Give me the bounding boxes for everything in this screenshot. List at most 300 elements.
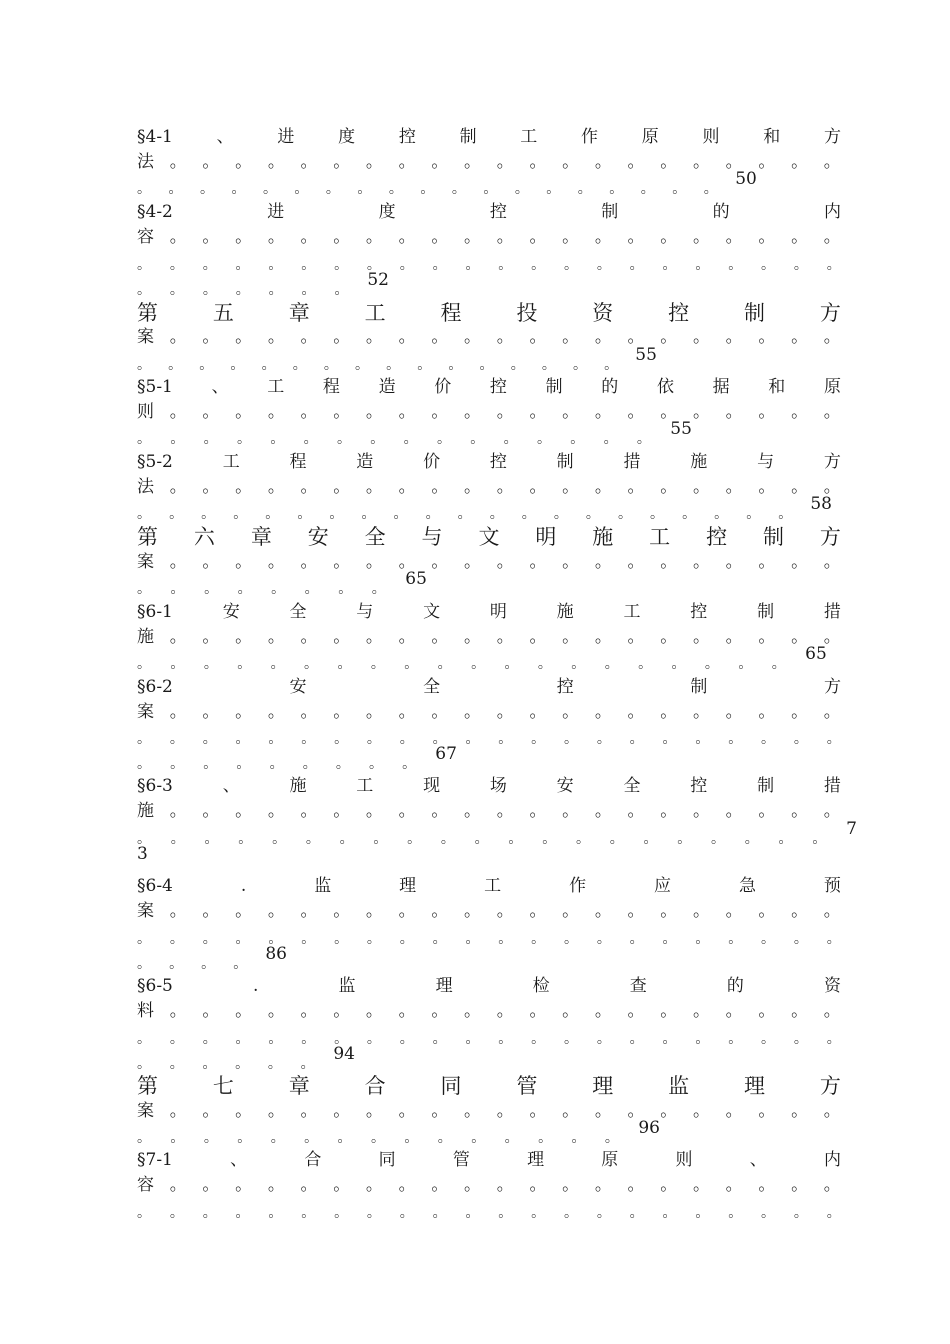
toc-token: 。 <box>366 1205 381 1221</box>
toc-token: 制 <box>757 602 775 622</box>
toc-token: 。 <box>758 327 776 347</box>
toc-token: 。 <box>692 901 710 921</box>
toc-token: 。 <box>562 702 580 722</box>
toc-token: 。 <box>660 1001 678 1021</box>
toc-token: 。 <box>170 756 185 772</box>
toc-token: 合 <box>364 1074 386 1098</box>
toc-token: 。 <box>725 702 743 722</box>
toc-token: 。 <box>235 1205 250 1221</box>
toc-token: 。 <box>457 506 472 522</box>
toc-token: 安 <box>289 677 307 697</box>
toc-line <box>137 524 841 548</box>
page-number: 67 <box>435 744 457 764</box>
toc-token: 。 <box>235 901 253 921</box>
page-number: 65 <box>405 569 427 589</box>
toc-line <box>137 476 841 496</box>
toc-token: 。 <box>563 731 578 747</box>
toc-token: 。 <box>170 831 185 847</box>
toc-token: 。 <box>365 702 383 722</box>
toc-token: 。 <box>202 702 220 722</box>
page-number: 3 <box>137 844 148 864</box>
toc-token: 。 <box>529 627 547 647</box>
toc-token: 。 <box>267 901 285 921</box>
toc-token: 。 <box>431 1175 449 1195</box>
toc-token: 。 <box>504 1130 519 1146</box>
toc-token: 。 <box>270 431 285 447</box>
toc-token: 。 <box>203 756 218 772</box>
toc-token: 。 <box>365 1175 383 1195</box>
toc-token: 。 <box>304 1130 319 1146</box>
toc-token: 。 <box>728 931 743 947</box>
toc-token: 。 <box>440 831 455 847</box>
toc-token: 。 <box>233 956 248 972</box>
toc-token: 。 <box>471 1130 486 1146</box>
toc-token: 。 <box>334 731 349 747</box>
toc-token: 。 <box>267 1001 285 1021</box>
toc-token: 。 <box>169 552 187 572</box>
toc-token: 第 <box>137 525 158 549</box>
toc-token: 。 <box>604 357 619 373</box>
toc-token: 。 <box>301 1031 316 1047</box>
toc-token: 。 <box>268 282 283 298</box>
toc-token: 。 <box>483 181 498 197</box>
toc-token: 。 <box>402 756 417 772</box>
toc-token: 。 <box>470 431 485 447</box>
toc-token: 。 <box>365 402 383 422</box>
toc-token: 。 <box>594 402 612 422</box>
toc-token: 。 <box>826 1205 841 1221</box>
toc-token: 。 <box>333 327 351 347</box>
toc-token: 。 <box>594 901 612 921</box>
toc-token: 。 <box>365 327 383 347</box>
toc-token: 。 <box>498 257 513 273</box>
toc-token: 。 <box>660 152 678 172</box>
toc-token: 。 <box>437 656 452 672</box>
toc-token: 。 <box>640 181 655 197</box>
toc-token: 原 <box>601 1150 619 1170</box>
toc-token: 合 <box>304 1150 322 1170</box>
toc-token: 。 <box>199 357 214 373</box>
toc-token: 。 <box>531 257 546 273</box>
toc-line <box>137 1044 355 1072</box>
toc-line <box>137 900 841 920</box>
toc-token: 制 <box>459 127 477 147</box>
toc-token: 。 <box>431 152 449 172</box>
toc-token: 程 <box>322 377 340 397</box>
toc-token: 。 <box>562 1001 580 1021</box>
toc-token: 。 <box>404 1130 419 1146</box>
toc-token: 容 <box>137 227 154 247</box>
toc-token: 。 <box>529 1175 547 1195</box>
toc-token: 。 <box>420 181 435 197</box>
toc-token: 。 <box>137 431 151 447</box>
toc-token: 。 <box>333 801 351 821</box>
toc-token: 。 <box>562 1101 580 1121</box>
toc-token: 。 <box>672 181 687 197</box>
toc-token: 。 <box>791 402 809 422</box>
toc-token: 。 <box>267 801 285 821</box>
toc-token: 方 <box>823 452 841 472</box>
toc-token: 。 <box>604 1130 619 1146</box>
toc-token: 。 <box>202 257 217 273</box>
toc-token: 。 <box>695 1205 710 1221</box>
toc-token: 。 <box>541 357 556 373</box>
toc-token: 。 <box>366 257 381 273</box>
toc-token: 则 <box>675 1150 693 1170</box>
toc-token: 。 <box>725 1101 743 1121</box>
toc-token: 。 <box>300 702 318 722</box>
toc-line <box>137 726 841 746</box>
toc-token: 。 <box>704 656 719 672</box>
toc-token: 。 <box>333 901 351 921</box>
toc-line <box>137 800 841 820</box>
toc-token: 。 <box>563 257 578 273</box>
toc-token: 。 <box>137 831 151 847</box>
toc-token: 。 <box>529 1001 547 1021</box>
toc-token: 。 <box>617 506 632 522</box>
toc-token: 。 <box>728 1205 743 1221</box>
toc-line <box>137 345 657 373</box>
toc-token: 制 <box>757 776 775 796</box>
toc-token: 。 <box>235 282 250 298</box>
toc-token: 。 <box>529 1101 547 1121</box>
toc-token: 。 <box>300 1175 318 1195</box>
toc-token: 。 <box>365 227 383 247</box>
toc-token: 。 <box>202 931 217 947</box>
toc-token: 容 <box>137 1175 154 1195</box>
toc-token: 。 <box>692 627 710 647</box>
toc-token: 第 <box>137 301 158 325</box>
toc-token: 与 <box>757 452 775 472</box>
toc-token: 。 <box>271 581 286 597</box>
toc-token: 。 <box>531 931 546 947</box>
toc-token: 。 <box>398 901 416 921</box>
toc-token: 。 <box>496 327 514 347</box>
toc-token: 。 <box>791 1101 809 1121</box>
toc-token: 。 <box>137 1056 151 1072</box>
toc-token: 控 <box>690 776 708 796</box>
toc-token: 。 <box>137 257 151 273</box>
toc-token: 。 <box>169 1175 187 1195</box>
toc-token: 。 <box>464 477 482 497</box>
toc-token: 。 <box>627 1101 645 1121</box>
toc-token: 。 <box>498 931 513 947</box>
toc-token: 。 <box>235 552 253 572</box>
toc-token: 。 <box>662 731 677 747</box>
toc-token: 。 <box>596 731 611 747</box>
toc-token: 。 <box>169 282 184 298</box>
toc-line <box>137 744 457 772</box>
toc-token: 。 <box>823 152 841 172</box>
toc-token: 。 <box>629 1031 644 1047</box>
toc-token: 。 <box>334 257 349 273</box>
toc-token: 安 <box>222 602 240 622</box>
toc-token: 制 <box>601 202 619 222</box>
toc-token: 。 <box>791 477 809 497</box>
toc-token: 。 <box>398 552 416 572</box>
toc-token: 。 <box>471 656 486 672</box>
toc-token: 。 <box>627 801 645 821</box>
page-number: 94 <box>333 1044 355 1064</box>
toc-token: 。 <box>398 627 416 647</box>
toc-token: 与 <box>421 525 443 549</box>
toc-token: 。 <box>398 1001 416 1021</box>
toc-token: 。 <box>302 756 317 772</box>
toc-token: 。 <box>496 1101 514 1121</box>
toc-token: 。 <box>596 257 611 273</box>
toc-token: 。 <box>629 731 644 747</box>
toc-token: 。 <box>498 1031 513 1047</box>
toc-line <box>137 401 841 421</box>
toc-token: 。 <box>202 801 220 821</box>
toc-token: 。 <box>692 1175 710 1195</box>
toc-token: 。 <box>431 227 449 247</box>
toc-token: §6-5 <box>137 976 173 996</box>
toc-token: 。 <box>202 327 220 347</box>
toc-token: 。 <box>594 552 612 572</box>
toc-token: 。 <box>531 1205 546 1221</box>
toc-token: 。 <box>823 801 841 821</box>
toc-line <box>137 326 841 346</box>
toc-token: 。 <box>169 627 187 647</box>
toc-token: 施 <box>556 602 574 622</box>
toc-token: 。 <box>269 756 284 772</box>
toc-token: 。 <box>305 831 320 847</box>
toc-token: 。 <box>233 506 248 522</box>
toc-token: 。 <box>662 931 677 947</box>
toc-token: 。 <box>627 901 645 921</box>
toc-token: 资 <box>592 301 614 325</box>
toc-token: 和 <box>763 127 781 147</box>
toc-token: 。 <box>202 627 220 647</box>
toc-token: 与 <box>356 602 374 622</box>
toc-token: 。 <box>333 1175 351 1195</box>
page-number: 50 <box>735 169 757 189</box>
toc-token: 的 <box>712 202 730 222</box>
toc-token: 。 <box>823 627 841 647</box>
toc-token: 工 <box>520 127 538 147</box>
toc-token: 内 <box>824 1150 841 1170</box>
toc-token: 投 <box>516 301 538 325</box>
toc-token: 。 <box>267 1175 285 1195</box>
toc-token: 。 <box>334 931 349 947</box>
toc-token: 。 <box>386 357 401 373</box>
toc-token: 章 <box>250 525 272 549</box>
toc-line <box>137 1000 841 1020</box>
toc-token: 文 <box>423 602 441 622</box>
toc-token: 。 <box>333 1101 351 1121</box>
toc-token: 工 <box>484 876 502 896</box>
toc-token: 。 <box>585 506 600 522</box>
toc-token: 。 <box>398 152 416 172</box>
toc-token: 。 <box>169 506 184 522</box>
toc-token: 。 <box>398 801 416 821</box>
toc-token: 。 <box>498 1205 513 1221</box>
toc-token: 。 <box>137 731 151 747</box>
toc-token: 。 <box>627 327 645 347</box>
toc-token: 。 <box>365 152 383 172</box>
toc-token: 、 <box>211 377 229 397</box>
toc-token: 。 <box>333 1001 351 1021</box>
page-number: 52 <box>367 270 389 290</box>
toc-token: 。 <box>202 1031 217 1047</box>
toc-token: 全 <box>364 525 386 549</box>
toc-line <box>137 1026 841 1046</box>
toc-token: 。 <box>823 901 841 921</box>
toc-token: §7-1 <box>137 1150 173 1170</box>
toc-token: 。 <box>761 1031 776 1047</box>
toc-token: 。 <box>267 152 285 172</box>
toc-token: 。 <box>489 506 504 522</box>
toc-token: 。 <box>137 1031 151 1047</box>
toc-token: 。 <box>660 627 678 647</box>
toc-token: 。 <box>529 801 547 821</box>
toc-token: 。 <box>826 731 841 747</box>
toc-token: 。 <box>170 431 185 447</box>
toc-token: 现 <box>423 776 441 796</box>
toc-token: 。 <box>235 152 253 172</box>
toc-token: 。 <box>464 801 482 821</box>
toc-token: 。 <box>235 1001 253 1021</box>
toc-line <box>137 551 841 571</box>
toc-token: 。 <box>235 327 253 347</box>
toc-token: 。 <box>365 1001 383 1021</box>
toc-token: 。 <box>451 181 466 197</box>
toc-token: 。 <box>272 831 287 847</box>
toc-token: 。 <box>301 282 316 298</box>
toc-token: 。 <box>201 506 216 522</box>
toc-line <box>137 676 841 696</box>
toc-token: 。 <box>496 801 514 821</box>
toc-token: 。 <box>169 801 187 821</box>
toc-token: 。 <box>514 181 529 197</box>
toc-token: 章 <box>288 301 310 325</box>
toc-token: 。 <box>137 931 151 947</box>
toc-token: 。 <box>758 227 776 247</box>
toc-token: 。 <box>791 552 809 572</box>
toc-token: 。 <box>738 656 753 672</box>
toc-token: 。 <box>758 552 776 572</box>
toc-token: 。 <box>562 152 580 172</box>
toc-token: 。 <box>529 702 547 722</box>
toc-token: 。 <box>496 227 514 247</box>
toc-token: 作 <box>569 876 587 896</box>
toc-token: 。 <box>267 327 285 347</box>
toc-token: 监 <box>314 876 332 896</box>
toc-token: 案 <box>137 702 154 722</box>
toc-token: 。 <box>300 152 318 172</box>
toc-token: 。 <box>170 581 185 597</box>
toc-token: 。 <box>826 1031 841 1047</box>
toc-token: 。 <box>496 702 514 722</box>
toc-token: 。 <box>431 627 449 647</box>
toc-token: 管 <box>452 1150 470 1170</box>
toc-token: 。 <box>725 801 743 821</box>
toc-token: 。 <box>563 1031 578 1047</box>
toc-token: 。 <box>826 931 841 947</box>
toc-token: 。 <box>571 1130 586 1146</box>
toc-token: 。 <box>537 656 552 672</box>
toc-token: 。 <box>417 357 432 373</box>
toc-token: 控 <box>690 602 708 622</box>
toc-token: 。 <box>746 506 761 522</box>
toc-token: 。 <box>235 402 253 422</box>
toc-token: 。 <box>725 1175 743 1195</box>
toc-token: 。 <box>300 627 318 647</box>
toc-token: 控 <box>706 525 728 549</box>
toc-line <box>137 1149 841 1169</box>
toc-token: 。 <box>725 552 743 572</box>
toc-token: 。 <box>660 1101 678 1121</box>
toc-token: 。 <box>270 1130 285 1146</box>
toc-token: 。 <box>562 552 580 572</box>
toc-token: 。 <box>758 152 776 172</box>
toc-token: 预 <box>823 876 841 896</box>
toc-token: 。 <box>333 702 351 722</box>
toc-token: 制 <box>690 677 708 697</box>
toc-token: 。 <box>627 552 645 572</box>
toc-token: 。 <box>437 1130 452 1146</box>
toc-token: 。 <box>137 1205 151 1221</box>
toc-token: 。 <box>479 357 494 373</box>
toc-token: 。 <box>169 1101 187 1121</box>
toc-token: 。 <box>609 831 624 847</box>
toc-token: 。 <box>436 431 451 447</box>
toc-token: 理 <box>744 1074 765 1098</box>
toc-token: 则 <box>702 127 720 147</box>
toc-token: 。 <box>301 1205 316 1221</box>
toc-token: 。 <box>169 257 184 273</box>
toc-token: 全 <box>289 602 307 622</box>
toc-token: 。 <box>366 731 381 747</box>
toc-line <box>137 819 857 847</box>
toc-token: 。 <box>368 756 383 772</box>
toc-token: 。 <box>365 627 383 647</box>
toc-token: 。 <box>300 801 318 821</box>
toc-token: 控 <box>398 127 416 147</box>
toc-token: 。 <box>267 402 285 422</box>
toc-token: 控 <box>489 377 507 397</box>
toc-token: 。 <box>562 402 580 422</box>
toc-token: 。 <box>531 731 546 747</box>
toc-token: 。 <box>823 227 841 247</box>
toc-token: 。 <box>202 1056 217 1072</box>
toc-token: 。 <box>464 327 482 347</box>
toc-token: 。 <box>202 901 220 921</box>
toc-line <box>137 270 389 298</box>
toc-token: 。 <box>231 181 246 197</box>
toc-token: 。 <box>199 181 214 197</box>
toc-token: 。 <box>337 1130 352 1146</box>
toc-token: 。 <box>432 1205 447 1221</box>
toc-token: 。 <box>268 931 283 947</box>
toc-token: 。 <box>337 656 352 672</box>
toc-line <box>137 701 841 721</box>
toc-token: 。 <box>510 357 525 373</box>
toc-token: 。 <box>370 656 385 672</box>
toc-token: 。 <box>496 152 514 172</box>
toc-token: 。 <box>725 901 743 921</box>
toc-token: 。 <box>464 1001 482 1021</box>
toc-token: 料 <box>137 1001 154 1021</box>
toc-token: 。 <box>728 731 743 747</box>
toc-line <box>137 644 827 672</box>
toc-token: 。 <box>823 477 841 497</box>
page-number: 58 <box>810 494 832 514</box>
toc-token: 、 <box>749 1150 767 1170</box>
toc-token: 。 <box>662 257 677 273</box>
toc-line <box>137 451 841 471</box>
